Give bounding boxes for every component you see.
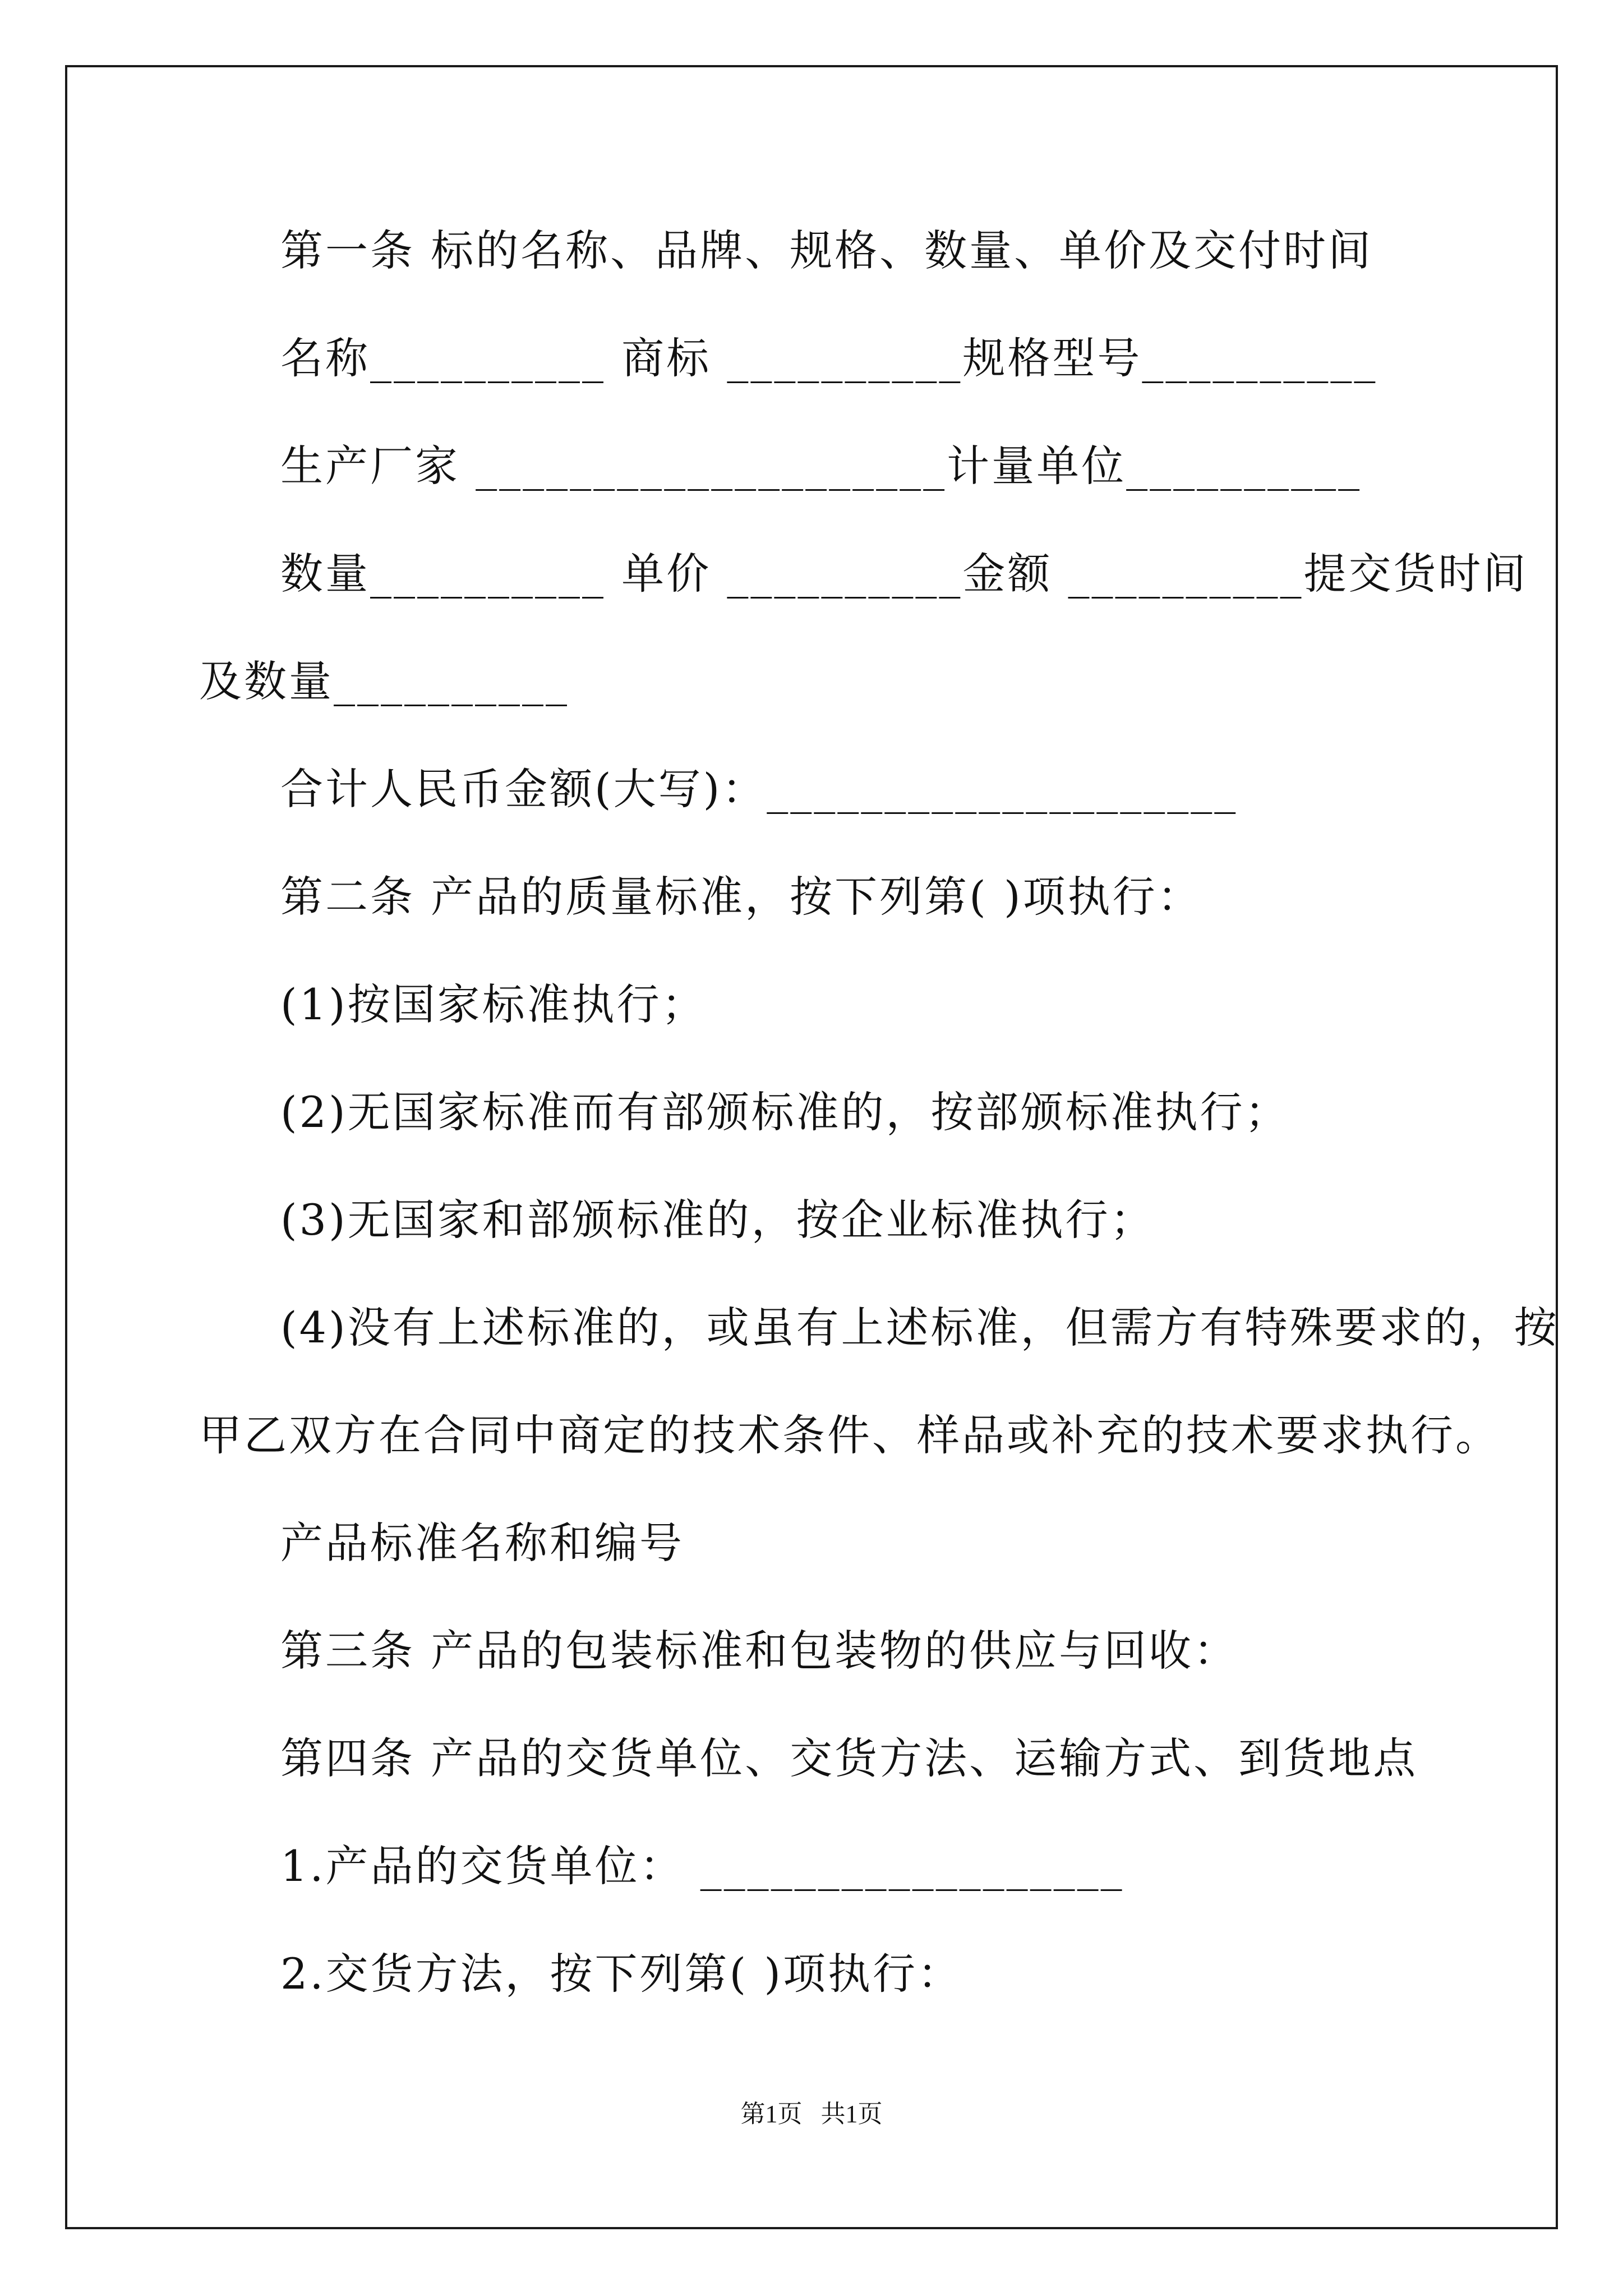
article-4-heading: 第四条 产品的交货单位、交货方法、运输方式、到货地点 [280,1733,1418,1783]
quality-option-1: (1)按国家标准执行； [280,979,707,1029]
quality-option-3: (3)无国家和部颁标准的，按企业标准执行； [280,1195,1155,1245]
delivery-method-line: 2.交货方法，按下列第( )项执行： [280,1949,962,1999]
quality-option-2: (2)无国家标准而有部颁标准的，按部颁标准执行； [280,1087,1290,1137]
quantity-price-amount-line: 数量__________ 单价 __________金额 __________提交货时间 [280,549,1528,599]
page-number-footer: 第1页 共1页 [740,2100,883,2128]
article-1-heading: 第一条 标的名称、品牌、规格、数量、单价及交付时间 [280,226,1373,275]
product-standard-name-line: 产品标准名称和编号 [280,1518,684,1568]
delivery-quantity-line: 及数量__________ [199,656,569,706]
article-3-heading: 第三条 产品的包装标准和包装物的供应与回收： [280,1626,1239,1676]
product-name-brand-spec-line: 名称__________ 商标 __________规格型号__________ [280,333,1378,383]
article-2-heading: 第二条 产品的质量标准，按下列第( )项执行： [280,872,1202,922]
total-amount-line: 合计人民币金额(大写)：____________________ [280,764,1238,814]
page-border [65,65,1558,2229]
manufacturer-unit-line: 生产厂家 ____________________计量单位__________ [280,441,1362,491]
quality-option-4: (4)没有上述标准的，或虽有上述标准，但需方有特殊要求的，按 [280,1303,1559,1352]
quality-option-4-continued: 甲乙双方在合同中商定的技术条件、样品或补充的技术要求执行。 [199,1410,1500,1460]
delivery-unit-line: 1.产品的交货单位： __________________ [280,1841,1124,1891]
